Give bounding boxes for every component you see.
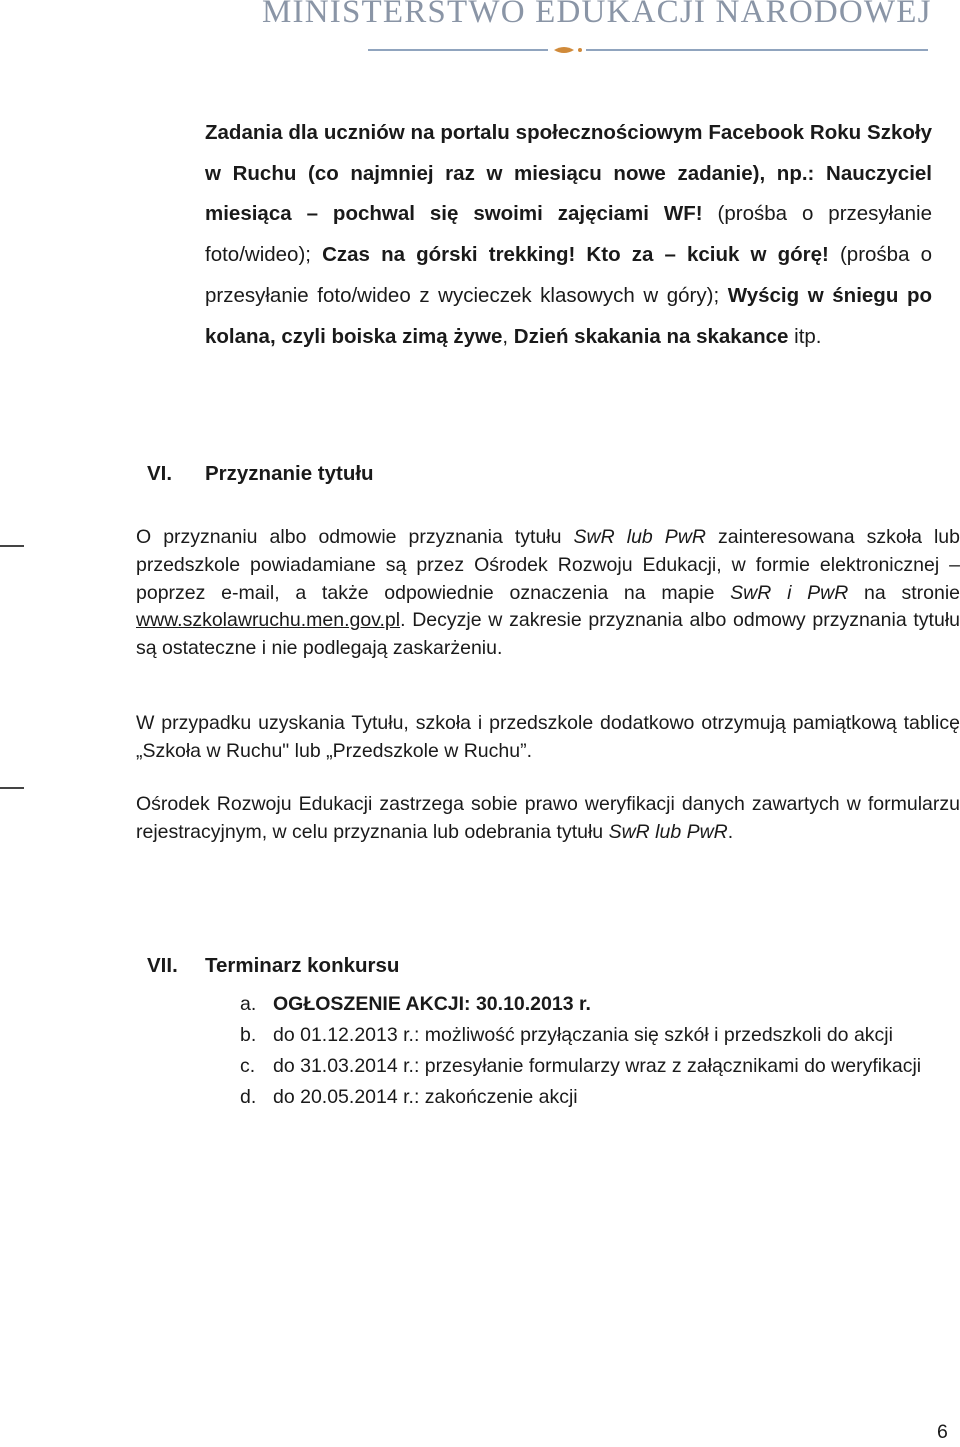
intro-text-3: , bbox=[502, 324, 514, 348]
page-number: 6 bbox=[937, 1421, 948, 1443]
intro-text-bold-1: Zadania dla uczniów na portalu społecznościowym Facebook Roku Szkoły w Ruchu (co najmniej raz w miesiącu nowe zadanie), np.: Nauczyciel miesiąca – pochwal się swoimi zajęciami WF! bbox=[205, 121, 932, 226]
intro-text-bold-2: Czas na górski trekking! Kto za – kciuk w górę! bbox=[322, 243, 829, 267]
section-6-number: VI. bbox=[147, 462, 173, 485]
schedule-item-text: do 20.05.2014 r.: zakończenie akcji bbox=[273, 1086, 578, 1108]
paragraph-text: zainteresowana szkoła lub przedszkole powiadamiane są przez Ośrodek Rozwoju Edukacji, w formie elektronicznej – poprzez e-mail, a także odpowiednie oznaczenia na mapie bbox=[136, 526, 960, 604]
intro-paragraph bbox=[205, 113, 932, 357]
ministry-header: MINISTERSTWO EDUKACJI NARODOWEJ bbox=[262, 0, 932, 30]
schedule-item-label: c. bbox=[240, 1055, 256, 1077]
intro-text-2: (prośba o przesyłanie foto/wideo z wycieczek klasowych w góry); bbox=[205, 243, 932, 307]
section-6-paragraph-2: W przypadku uzyskania Tytułu, szkoła i przedszkole dodatkowo otrzymują pamiątkową tablicę „Szkoła w Ruchu" lub „Przedszkole w Ruchu”. bbox=[136, 712, 960, 762]
schedule-item-text: do 01.12.2013 r.: możliwość przyłączania się szkół i przedszkoli do akcji bbox=[273, 1024, 893, 1046]
schedule-item-label: a. bbox=[240, 993, 257, 1015]
website-link[interactable]: www.szkolawruchu.men.gov.pl bbox=[136, 609, 401, 632]
intro-text-bold-4: Dzień skakania na skakance bbox=[513, 324, 789, 348]
paragraph-text: . Decyzje w zakresie przyznania albo odmowy przyznania tytułu są ostateczne i nie podlegają zaskarżeniu. bbox=[136, 609, 960, 660]
paragraph-text: Ośrodek Rozwoju Edukacji zastrzega sobie prawo weryfikacji danych zawartych w formularzu rejestracyjnym, w celu przyznania lub odebrania tytułu bbox=[136, 793, 960, 843]
schedule-item-label: d. bbox=[240, 1086, 257, 1108]
schedule-list bbox=[240, 989, 960, 1113]
header-decoration bbox=[368, 44, 928, 56]
schedule-item-text: do 31.03.2014 r.: przesyłanie formularzy wraz z załącznikami do weryfikacji bbox=[273, 1055, 922, 1077]
section-7-number: VII. bbox=[147, 954, 178, 977]
title-abbrev: SwR lub PwR bbox=[573, 526, 706, 548]
margin-dash bbox=[0, 787, 24, 789]
margin-dash bbox=[0, 545, 24, 547]
intro-text-4: itp. bbox=[788, 324, 822, 348]
section-6-paragraph-3 bbox=[136, 791, 960, 847]
section-6-paragraph-1 bbox=[136, 524, 960, 663]
title-abbrev: SwR i PwR bbox=[730, 581, 849, 604]
intro-text-1: (prośba o przesyłanie foto/wideo); bbox=[205, 202, 932, 267]
schedule-item bbox=[240, 1051, 960, 1082]
schedule-item bbox=[240, 1082, 960, 1113]
paragraph-text: . bbox=[727, 820, 734, 843]
schedule-item-label: b. bbox=[240, 1024, 257, 1046]
title-abbrev: SwR lub PwR bbox=[608, 820, 728, 843]
paragraph-text: na stronie bbox=[848, 581, 960, 604]
schedule-item-text: OGŁOSZENIE AKCJI: 30.10.2013 r. bbox=[273, 993, 591, 1015]
schedule-item bbox=[240, 989, 960, 1020]
intro-text-bold-3: Wyścig w śniegu po kolana, czyli boiska zimą żywe bbox=[205, 283, 932, 348]
section-7-title: Terminarz konkursu bbox=[205, 954, 400, 977]
section-6-title: Przyznanie tytułu bbox=[205, 462, 374, 485]
paragraph-text: O przyznaniu albo odmowie przyznania tytułu bbox=[136, 526, 574, 548]
schedule-item bbox=[240, 1020, 960, 1051]
